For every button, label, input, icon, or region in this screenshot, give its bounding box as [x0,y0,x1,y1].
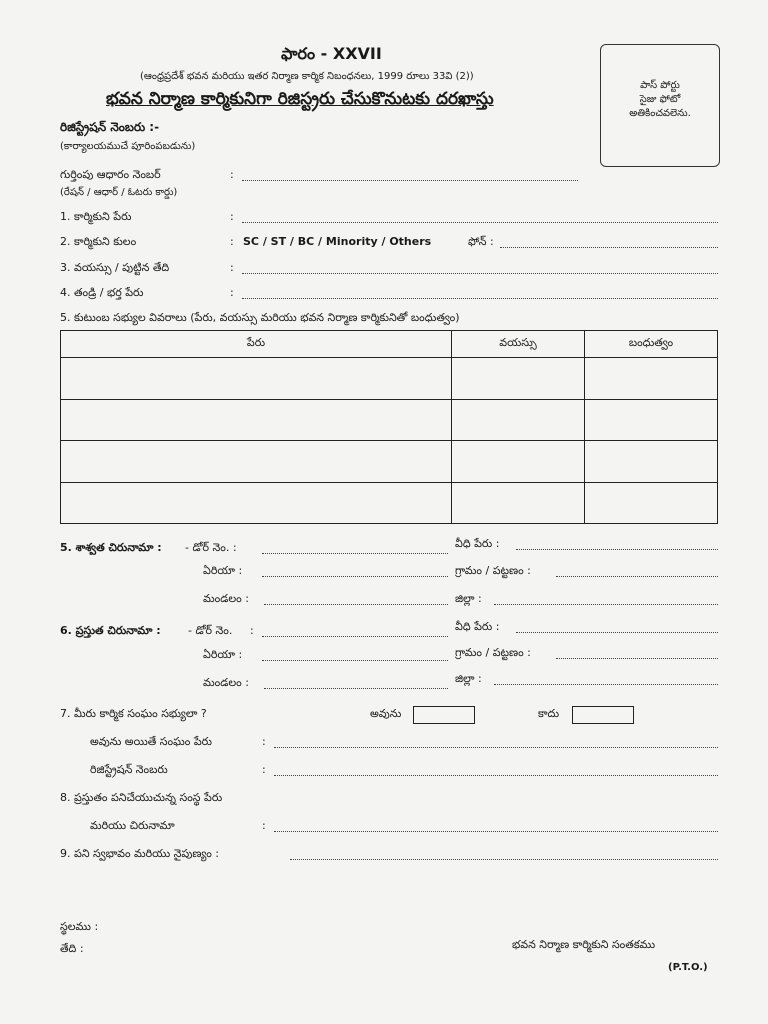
caste-options[interactable]: SC / ST / BC / Minority / Others [243,235,432,248]
form-title: ఫారం - XXVII [281,44,382,63]
family-table [60,330,718,524]
table-header-age: వయస్సు [452,331,585,358]
union-no-checkbox[interactable] [572,706,634,724]
current-district-field[interactable] [494,684,718,685]
table-cell[interactable] [585,482,718,524]
permanent-mandal-label: మండలం : [203,592,249,605]
current-village-label: గ్రామం / పట్టణం : [455,646,531,659]
table-row [61,441,718,483]
table-cell[interactable] [452,399,585,441]
table-cell[interactable] [585,441,718,483]
permanent-district-field[interactable] [494,604,718,605]
table-cell[interactable] [61,399,452,441]
family-label: 5. కుటుంబ సభ్యుల వివరాలు (పేరు, వయస్సు మరియు భవన నిర్మాణ కార్మికునితో బంధుత్వం) [60,311,460,324]
union-yes-label: అవును [370,707,402,720]
table-header-name: పేరు [61,331,452,358]
photo-box [600,44,720,167]
registration-note: (కార్యాలయముచే పూరింపబడును) [60,141,196,152]
permanent-address-title: 5. శాశ్వత చిరునామా : [60,541,162,554]
photo-label-line3: అతికించవలెను. [629,108,691,119]
age-dob-label: 3. వయస్సు / పుట్టిన తేది [60,261,170,274]
id-number-field[interactable] [242,180,578,181]
permanent-village-label: గ్రామం / పట్టణం : [455,564,531,577]
table-cell[interactable] [61,482,452,524]
permanent-area-label: ఏరియా : [203,564,243,577]
table-header-relation: బంధుత్వం [585,331,718,358]
table-cell[interactable] [585,399,718,441]
rule-reference: (ఆంధ్రప్రదేశ్ భవన మరియు ఇతర నిర్మాణ కార్మిక నిబంధనలు, 1999 రూలు 33వి (2)) [140,71,474,82]
worker-name-field[interactable] [242,222,718,223]
pto-label: (P.T.O.) [668,962,708,973]
current-street-label: వీధి పేరు : [455,620,500,633]
union-reg-label: రిజిస్ట్రేషన్ నెంబరు [90,763,168,776]
permanent-area-field[interactable] [262,576,448,577]
union-no-label: కాదు [538,707,560,720]
employer-label: 8. ప్రస్తుతం పనిచేయుచున్న సంస్థ పేరు [60,791,223,804]
skill-field[interactable] [290,859,718,860]
employer-address-label: మరియు చిరునామా [90,819,175,832]
table-header-row [61,331,718,358]
permanent-street-field[interactable] [516,549,718,550]
union-name-label: అవును అయితే సంఘం పేరు [90,735,212,748]
permanent-village-field[interactable] [556,576,718,577]
caste-label: 2. కార్మికుని కులం [60,235,137,248]
table-cell[interactable] [585,358,718,400]
table-cell[interactable] [61,441,452,483]
id-number-note: (రేషన్ / ఆధార్ / ఓటరు కార్డు) [60,187,178,198]
photo-label-line1: పాస్ పోర్టు [640,80,680,91]
age-dob-field[interactable] [242,273,718,274]
union-name-field[interactable] [274,747,718,748]
table-row [61,399,718,441]
current-mandal-label: మండలం : [203,676,249,689]
permanent-mandal-field[interactable] [264,604,448,605]
table-row [61,482,718,524]
table-cell[interactable] [452,441,585,483]
parent-field[interactable] [242,298,718,299]
union-yes-checkbox[interactable] [413,706,475,724]
current-door-label: - డోర్ నెం. [188,624,233,637]
worker-name-label: 1. కార్మికుని పేరు [60,210,132,223]
permanent-door-label: - డోర్ నెం. : [185,541,237,554]
date-label: తేది : [60,942,84,955]
current-area-field[interactable] [262,660,448,661]
current-street-field[interactable] [516,632,718,633]
skill-label: 9. పని స్వభావం మరియు నైపుణ్యం : [60,847,219,860]
union-question: 7. మీరు కార్మిక సంఘం సభ్యులా ? [60,707,207,720]
table-cell[interactable] [452,358,585,400]
id-number-label: గుర్తింపు ఆధారం నెంబర్ [60,168,161,181]
permanent-door-field[interactable] [262,553,448,554]
table-row [61,358,718,400]
permanent-district-label: జిల్లా : [455,592,482,605]
current-address-title: 6. ప్రస్తుత చిరునామా : [60,624,161,637]
employer-address-field[interactable] [274,831,718,832]
phone-label: ఫోన్ : [468,235,494,248]
current-area-label: ఏరియా : [203,648,243,661]
current-door-field[interactable] [262,636,448,637]
permanent-street-label: వీధి పేరు : [455,537,500,550]
phone-field[interactable] [500,247,718,248]
table-cell[interactable] [61,358,452,400]
current-mandal-field[interactable] [264,688,448,689]
registration-label: రిజిస్ట్రేషన్ నెంబరు :- [60,120,160,134]
current-district-label: జిల్లా : [455,672,482,685]
signature-label: భవన నిర్మాణ కార్మికుని సంతకము [512,938,656,951]
main-title: భవన నిర్మాణ కార్మికునిగా రిజిస్ట్రరు చేసుకొనుటకు దరఖాస్తు [106,89,494,109]
parent-label: 4. తండ్రి / భర్త పేరు [60,286,144,299]
photo-label-line2: సైజు ఫోటో [639,94,681,105]
current-village-field[interactable] [556,658,718,659]
place-label: స్థలము : [60,920,99,933]
union-reg-field[interactable] [274,775,718,776]
table-cell[interactable] [452,482,585,524]
